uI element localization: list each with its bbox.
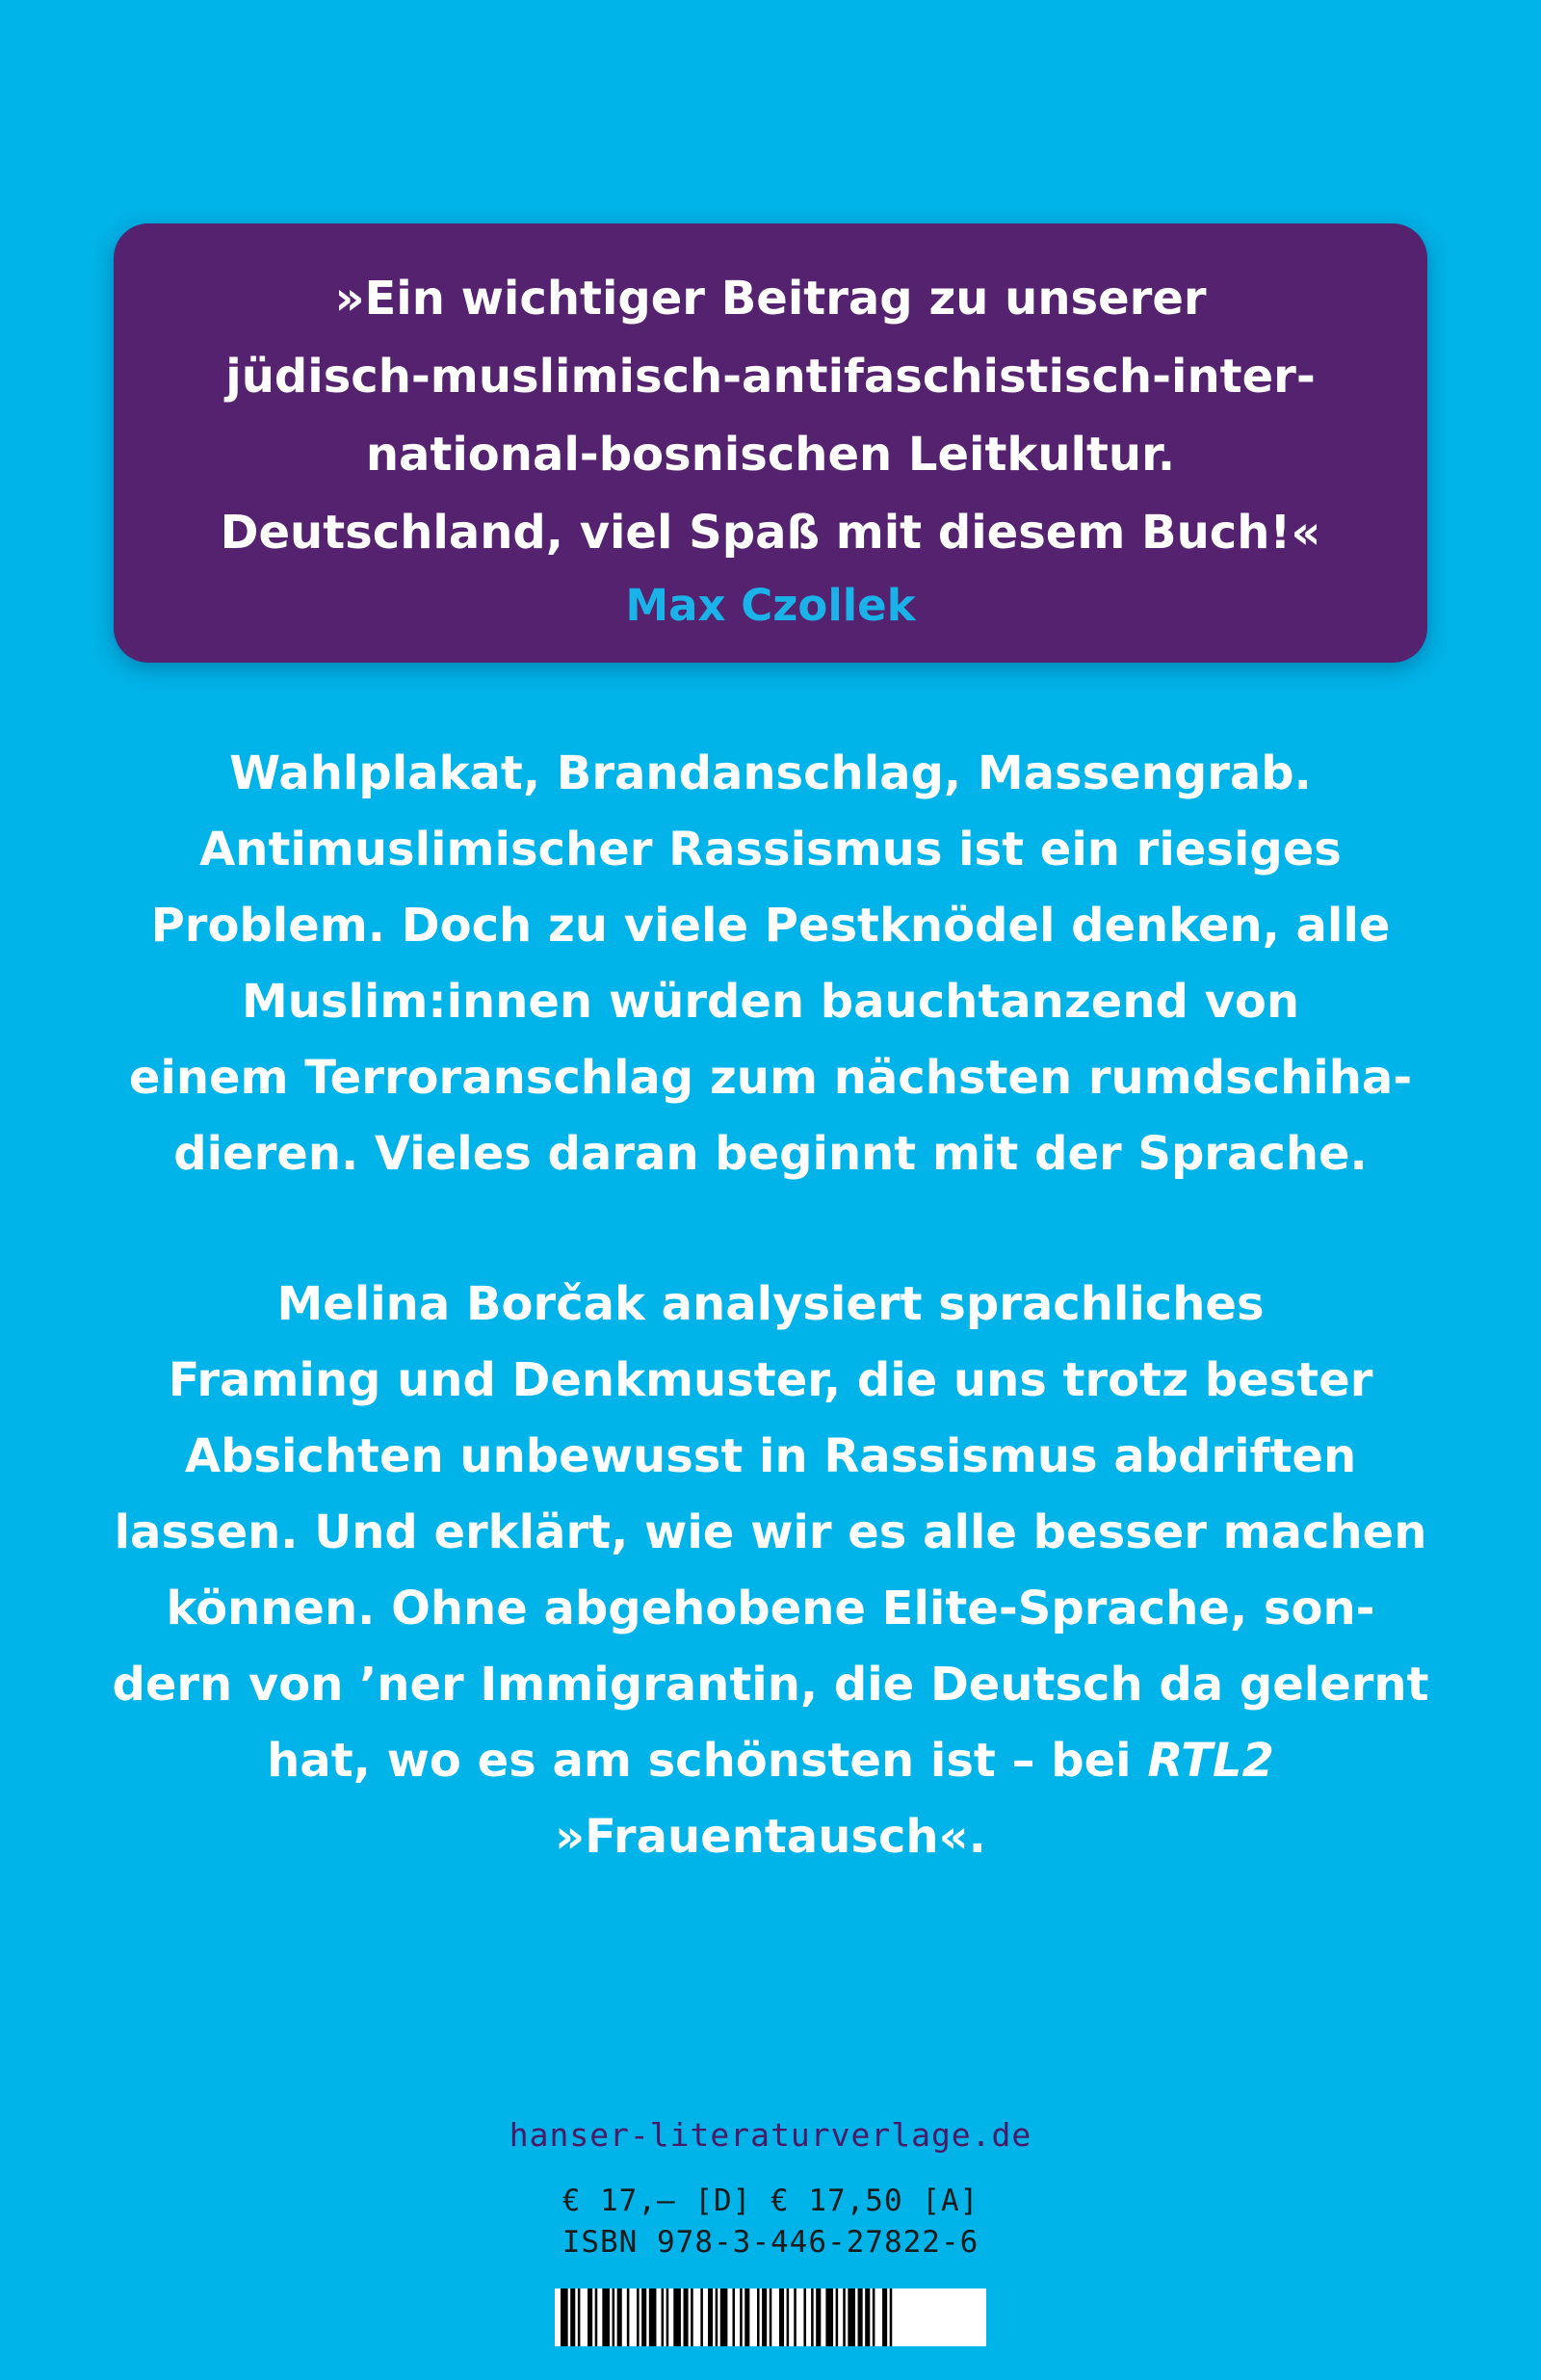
barcode-bar (825, 2288, 833, 2346)
barcode-bar (720, 2288, 728, 2346)
barcode-bar (627, 2288, 630, 2346)
blurb-line: können. Ohne abgehobene Elite-Sprache, son- (166, 1582, 1375, 1635)
barcode-bar (816, 2288, 821, 2346)
blurb-line (0, 1723, 1541, 1799)
blurb-line: Muslim:innen würden bauchtanzend von (241, 975, 1300, 1029)
barcode-bar (673, 2288, 681, 2346)
blurb-line: Absichten unbewusst in Rassismus abdriften (184, 1429, 1357, 1483)
blurb-paragraph-1 (0, 736, 1541, 1192)
barcode-bar (843, 2288, 846, 2346)
barcode-bar (662, 2288, 665, 2346)
barcode-bar (613, 2288, 615, 2346)
barcode-bar (794, 2288, 797, 2346)
isbn-label: ISBN 978-3-446-27822-6 (562, 2225, 979, 2260)
barcode-bar (588, 2288, 592, 2346)
blurb-line: »Frauentausch«. (555, 1810, 986, 1864)
barcode-bar (787, 2288, 790, 2346)
barcode-bar (858, 2288, 863, 2346)
barcode-bar (890, 2288, 893, 2346)
barcode-bar (578, 2288, 581, 2346)
barcode-bar (873, 2288, 875, 2346)
barcode-bar (617, 2288, 622, 2346)
barcode-bar (561, 2288, 568, 2346)
blurb-line: lassen. Und erklärt, wie wir es alle besser machen (114, 1505, 1427, 1559)
barcode-bar (700, 2288, 703, 2346)
barcode (555, 2288, 986, 2346)
barcode-bar (740, 2288, 743, 2346)
barcode-bar (641, 2288, 646, 2346)
tv-channel-name: RTL2 (1147, 1734, 1274, 1788)
barcode-bar (666, 2288, 669, 2346)
barcode-bar (708, 2288, 713, 2346)
quote-line-1: »Ein wichtiger Beitrag zu unserer (334, 272, 1207, 326)
barcode-bar (716, 2288, 718, 2346)
barcode-bar (570, 2288, 575, 2346)
blurb-line: Wahlplakat, Brandanschlag, Massengrab. (229, 746, 1312, 800)
blurb-text: hat, wo es am schönsten ist – bei (267, 1734, 1148, 1788)
barcode-bar (770, 2288, 772, 2346)
blurb-line: einem Terroranschlag zum nächsten rumdschiha- (128, 1051, 1413, 1105)
blurb-line: Melina Borčak analysiert sprachliches (276, 1277, 1265, 1331)
barcode-bar (836, 2288, 839, 2346)
blurb-line: Framing und Denkmuster, die uns trotz bester (168, 1353, 1373, 1407)
quote-line-3: national-bosnischen Leitkultur. (365, 428, 1176, 482)
quote-author: Max Czollek (625, 580, 916, 631)
price-label: € 17,– [D] € 17,50 [A] (562, 2184, 979, 2218)
barcode-bar (811, 2288, 814, 2346)
barcode-bar (595, 2288, 598, 2346)
quote-box (114, 223, 1427, 663)
barcode-bar (684, 2288, 689, 2346)
barcode-bar (744, 2288, 749, 2346)
barcode-bar (865, 2288, 870, 2346)
barcode-bar (637, 2288, 640, 2346)
barcode-graphic (555, 2288, 986, 2346)
barcode-bar (649, 2288, 657, 2346)
blurb-line: Antimuslimischer Rassismus ist ein riesiges (199, 823, 1342, 876)
barcode-bar (733, 2288, 736, 2346)
barcode-bar (803, 2288, 806, 2346)
barcode-bar (757, 2288, 760, 2346)
barcode-bar (762, 2288, 767, 2346)
barcode-bar (848, 2288, 855, 2346)
barcode-bar (691, 2288, 693, 2346)
barcode-bar (779, 2288, 784, 2346)
barcode-bar (882, 2288, 887, 2346)
blurb-line: dern von ’ner Immigrantin, die Deutsch da gelernt (112, 1658, 1429, 1712)
blurb-line: Problem. Doch zu viele Pestknödel denken, alle (150, 899, 1391, 953)
quote-line-4: Deutschland, viel Spaß mit diesem Buch!« (220, 506, 1321, 560)
barcode-bar (602, 2288, 610, 2346)
blurb-line: dieren. Vieles daran beginnt mit der Sprache. (173, 1127, 1368, 1181)
publisher-url[interactable]: hanser-literaturverlage.de (509, 2116, 1032, 2154)
blurb-paragraph-2 (0, 1267, 1541, 1875)
quote-line-2: jüdisch-muslimisch-antifaschistisch-inter- (225, 350, 1316, 404)
